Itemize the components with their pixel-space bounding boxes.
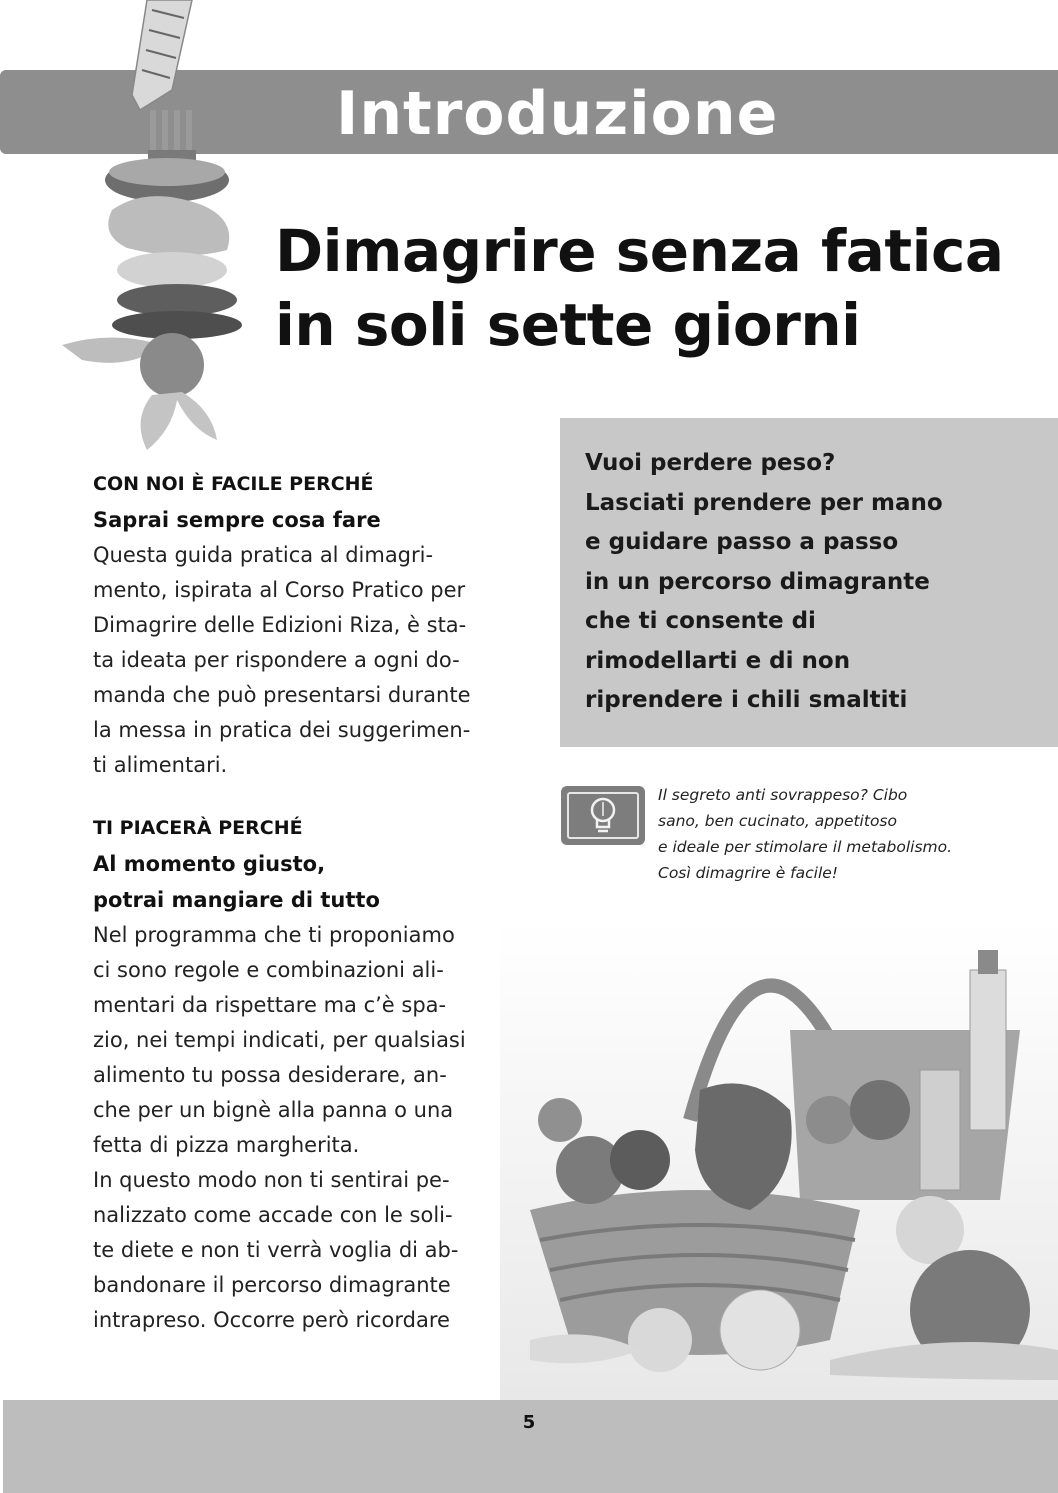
paragraph-line: fetta di pizza margherita. [93, 1133, 360, 1157]
paragraph-line: Questa guida pratica al dimagri- [93, 543, 434, 567]
page-number: 5 [522, 1412, 536, 1433]
paragraph-line: In questo modo non ti sentirai pe- [93, 1168, 450, 1192]
paragraph-line: Dimagrire delle Edizioni Riza, è sta- [93, 613, 467, 637]
paragraph-line: mentari da rispettare ma c’è spa- [93, 993, 447, 1017]
paragraph-line: alimento tu possa desiderare, an- [93, 1063, 447, 1087]
paragraph-line: la messa in pratica dei suggerimen- [93, 718, 471, 742]
paragraph-line: che per un bignè alla panna o una [93, 1098, 454, 1122]
left-column [93, 466, 505, 1338]
paragraph-line: intrapreso. Occorre però ricordare [93, 1308, 450, 1332]
lightbulb-icon [561, 786, 645, 845]
callout-line: e guidare passo a passo [585, 529, 899, 555]
paragraph-line: ci sono regole e combinazioni ali- [93, 958, 444, 982]
paragraph-line: ta ideata per rispondere a ogni do- [93, 648, 460, 672]
paragraph-line: te diete e non ti verrà voglia di ab- [93, 1238, 459, 1262]
section-heading: TI PIACERÀ PERCHÉ [93, 817, 303, 839]
chapter-title: Introduzione [336, 79, 779, 149]
section-subheading: Al momento giusto, [93, 852, 326, 876]
callout-line: riprendere i chili smaltiti [585, 687, 908, 713]
tip-line: sano, ben cucinato, appetitoso [658, 812, 897, 830]
callout-text [585, 444, 1025, 721]
paragraph-line: mento, ispirata al Corso Pratico per [93, 578, 466, 602]
callout-line: Lasciati prendere per mano [585, 489, 943, 516]
paragraph-line: nalizzato come accade con le soli- [93, 1203, 453, 1227]
fork-vegetables-illustration [52, 0, 262, 460]
callout-line: Vuoi perdere peso? [585, 450, 836, 476]
paragraph-line: ti alimentari. [93, 753, 228, 777]
tip-text [658, 782, 1038, 886]
paragraph-line: Nel programma che ti proponiamo [93, 923, 455, 947]
callout-line: rimodellarti e di non [585, 647, 851, 674]
headline-line: Dimagrire senza fatica [275, 217, 1004, 285]
tip-icon-box [561, 786, 645, 845]
paragraph-line: bandonare il percorso dimagrante [93, 1273, 451, 1297]
section-heading: CON NOI È FACILE PERCHÉ [93, 473, 374, 495]
section-subheading: potrai mangiare di tutto [93, 888, 380, 912]
tip-line: Così dimagrire è facile! [658, 864, 839, 882]
headline-line: in soli sette giorni [275, 291, 861, 359]
paragraph-line: zio, nei tempi indicati, per qualsiasi [93, 1028, 466, 1052]
paragraph-line: manda che può presentarsi durante [93, 683, 471, 707]
tip-line: Il segreto anti sovrappeso? Cibo [658, 786, 908, 804]
section-subheading: Saprai sempre cosa fare [93, 508, 381, 532]
vegetable-basket-illustration [500, 920, 1058, 1400]
tip-line: e ideale per stimolare il metabolismo. [658, 838, 953, 856]
callout-line: che ti consente di [585, 608, 816, 634]
callout-line: in un percorso dimagrante [585, 568, 930, 595]
main-headline [275, 214, 1003, 362]
